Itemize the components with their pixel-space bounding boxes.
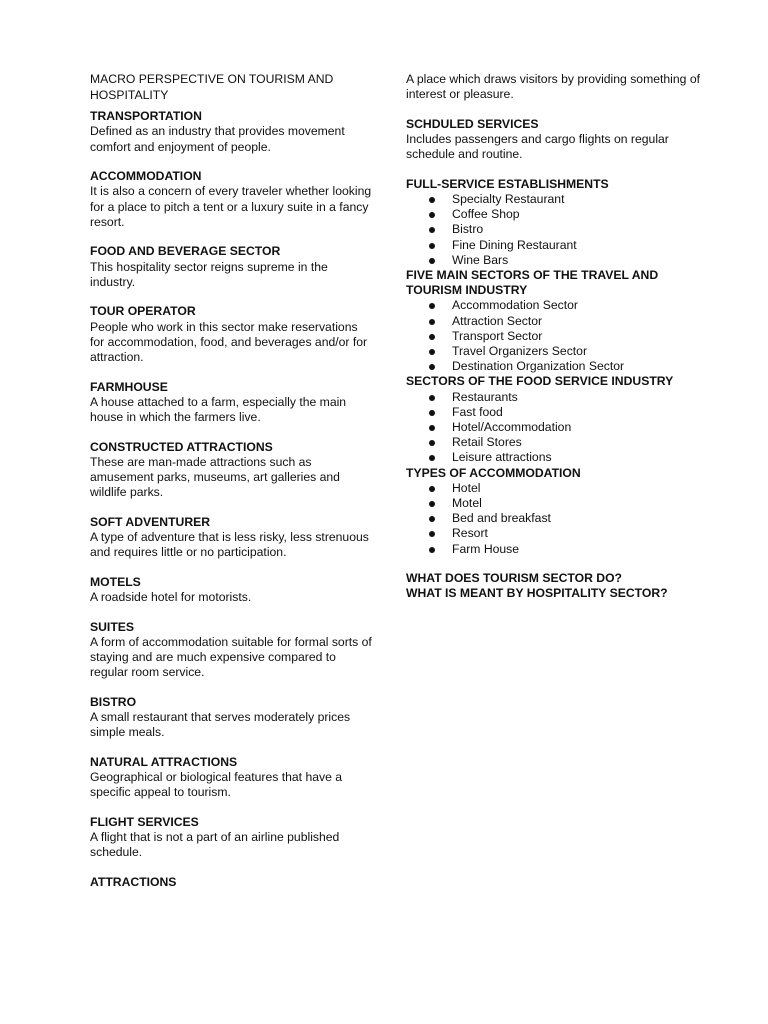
category-list-title: SECTORS OF THE FOOD SERVICE INDUSTRY: [406, 374, 674, 389]
bullet-dot-icon: [429, 212, 435, 218]
bullet-list-item: [406, 511, 706, 526]
scheduled-services-term: SCHDULED SERVICES: [406, 116, 539, 131]
glossary-entry: [90, 109, 375, 155]
entry-term: FLIGHT SERVICES: [90, 814, 199, 829]
glossary-entry: [90, 515, 375, 561]
bullet-dot-icon: [429, 227, 435, 233]
bullet-list-item: [406, 496, 706, 511]
bullet-list: [406, 192, 706, 268]
glossary-entry: [90, 755, 375, 801]
bullet-list-item: [406, 192, 706, 207]
bullet-list-item: [406, 542, 706, 557]
scheduled-services-definition: Includes passengers and cargo flights on regular schedule and routine.: [406, 132, 669, 162]
bullet-item-text: Travel Organizers Sector: [452, 344, 588, 359]
glossary-entry: [90, 244, 375, 290]
bullet-item-text: Transport Sector: [452, 328, 543, 343]
bullet-list-item: [406, 435, 706, 450]
bullet-item-text: Leisure attractions: [452, 450, 552, 465]
entry-definition: A flight that is not a part of an airline published schedule.: [90, 830, 340, 860]
category-lists: [406, 177, 706, 557]
bullet-dot-icon: [429, 334, 435, 340]
bullet-dot-icon: [429, 410, 435, 416]
bullet-list-item: [406, 390, 706, 405]
bullet-list-item: [406, 329, 706, 344]
glossary-entry: [90, 620, 375, 681]
bullet-item-text: Destination Organization Sector: [452, 359, 625, 374]
right-column: [406, 72, 706, 602]
left-column: [90, 72, 375, 904]
glossary-entry: [90, 169, 375, 230]
bullet-item-text: Hotel: [452, 480, 481, 495]
glossary-entry: [90, 575, 375, 605]
entry-term: SUITES: [90, 619, 135, 634]
entry-term: SOFT ADVENTURER: [90, 514, 211, 529]
bullet-dot-icon: [429, 319, 435, 325]
attractions-definition: A place which draws visitors by providing something of interest or pleasure.: [406, 72, 700, 102]
bullet-dot-icon: [429, 547, 435, 553]
glossary-entry: [90, 380, 375, 426]
bullet-dot-icon: [429, 440, 435, 446]
bullet-list: [406, 481, 706, 557]
bullet-list: [406, 298, 706, 374]
bullet-list-item: [406, 405, 706, 420]
category-list-title: FULL-SERVICE ESTABLISHMENTS: [406, 176, 609, 191]
bullet-item-text: Specialty Restaurant: [452, 192, 565, 206]
bullet-list-item: [406, 481, 706, 496]
entry-term: CONSTRUCTED ATTRACTIONS: [90, 439, 273, 454]
entry-term: MOTELS: [90, 574, 141, 589]
entry-definition: Defined as an industry that provides movement comfort and enjoyment of people.: [90, 124, 345, 154]
bullet-item-text: Wine Bars: [452, 252, 509, 267]
bullet-list-item: [406, 344, 706, 359]
glossary-entries: [90, 109, 375, 890]
bullet-list-item: [406, 222, 706, 237]
glossary-entry: [90, 440, 375, 501]
document-title: MACRO PERSPECTIVE ON TOURISM AND HOSPITALITY: [90, 72, 334, 102]
review-question: WHAT IS MEANT BY HOSPITALITY SECTOR?: [406, 586, 668, 601]
bullet-dot-icon: [429, 258, 435, 264]
bullet-item-text: Restaurants: [452, 389, 518, 404]
bullet-item-text: Motel: [452, 496, 482, 511]
entry-definition: A small restaurant that serves moderately prices simple meals.: [90, 710, 351, 740]
entry-term: NATURAL ATTRACTIONS: [90, 754, 238, 769]
bullet-list-item: [406, 238, 706, 253]
bullet-dot-icon: [429, 303, 435, 309]
bullet-dot-icon: [429, 501, 435, 507]
bullet-item-text: Bed and breakfast: [452, 511, 551, 526]
bullet-dot-icon: [429, 395, 435, 401]
glossary-entry: [90, 695, 375, 741]
category-list-block: [406, 466, 706, 557]
bullet-list-item: [406, 420, 706, 435]
bullet-list-item: [406, 450, 706, 465]
scheduled-services-block: [406, 117, 706, 163]
glossary-entry: [90, 304, 375, 365]
bullet-item-text: Accommodation Sector: [452, 298, 578, 313]
entry-definition: A roadside hotel for motorists.: [90, 590, 252, 604]
bullet-dot-icon: [429, 425, 435, 431]
bullet-dot-icon: [429, 455, 435, 461]
review-question: WHAT DOES TOURISM SECTOR DO?: [406, 571, 622, 586]
bullet-list: [406, 390, 706, 466]
bullet-item-text: Farm House: [452, 541, 520, 556]
entry-definition: Geographical or biological features that have a specific appeal to tourism.: [90, 770, 343, 800]
glossary-entry: [90, 815, 375, 861]
bullet-list-item: [406, 298, 706, 313]
entry-definition: A house attached to a farm, especially the main house in which the farmers live.: [90, 394, 347, 424]
bullet-item-text: Attraction Sector: [452, 313, 543, 328]
entry-definition: People who work in this sector make reservations for accommodation, food, and beverages and/or for attraction.: [90, 319, 368, 364]
bullet-list-item: [406, 207, 706, 222]
bullet-item-text: Bistro: [452, 222, 484, 237]
questions-block: [406, 571, 706, 601]
bullet-dot-icon: [429, 364, 435, 370]
bullet-list-item: [406, 314, 706, 329]
bullet-item-text: Coffee Shop: [452, 207, 520, 222]
bullet-dot-icon: [429, 243, 435, 249]
bullet-item-text: Retail Stores: [452, 435, 522, 450]
entry-term: TOUR OPERATOR: [90, 304, 196, 319]
bullet-item-text: Hotel/Accommodation: [452, 420, 572, 435]
entry-definition: It is also a concern of every traveler whether looking for a place to pitch a tent or a luxury suite in a fancy resort.: [90, 184, 372, 229]
bullet-dot-icon: [429, 516, 435, 522]
bullet-item-text: Fast food: [452, 404, 503, 419]
bullet-dot-icon: [429, 531, 435, 537]
entry-definition: A form of accommodation suitable for formal sorts of staying and are much expensive compared to regular room service.: [90, 634, 372, 680]
category-list-block: [406, 268, 706, 374]
bullet-item-text: Fine Dining Restaurant: [452, 237, 577, 252]
bullet-dot-icon: [429, 349, 435, 355]
entry-term: BISTRO: [90, 694, 137, 709]
bullet-list-item: [406, 253, 706, 268]
entry-term: ACCOMMODATION: [90, 169, 202, 184]
bullet-dot-icon: [429, 197, 435, 203]
glossary-entry: [90, 875, 375, 890]
entry-term: FARMHOUSE: [90, 379, 168, 394]
bullet-item-text: Resort: [452, 526, 488, 541]
bullet-dot-icon: [429, 486, 435, 492]
entry-definition: These are man-made attractions such as amusement parks, museums, art galleries and wildlife parks.: [90, 454, 340, 500]
category-list-block: [406, 374, 706, 465]
bullet-list-item: [406, 359, 706, 374]
category-list-block: [406, 177, 706, 268]
entry-term: TRANSPORTATION: [90, 109, 202, 124]
bullet-list-item: [406, 526, 706, 541]
entry-definition: A type of adventure that is less risky, less strenuous and requires little or no participation.: [90, 530, 369, 560]
category-list-title: FIVE MAIN SECTORS OF THE TRAVEL AND TOURISM INDUSTRY: [406, 268, 659, 298]
category-list-title: TYPES OF ACCOMMODATION: [406, 465, 581, 480]
attractions-definition-block: [406, 72, 706, 102]
entry-definition: This hospitality sector reigns supreme in the industry.: [90, 259, 328, 289]
entry-term: FOOD AND BEVERAGE SECTOR: [90, 244, 281, 259]
entry-term: ATTRACTIONS: [90, 874, 177, 889]
